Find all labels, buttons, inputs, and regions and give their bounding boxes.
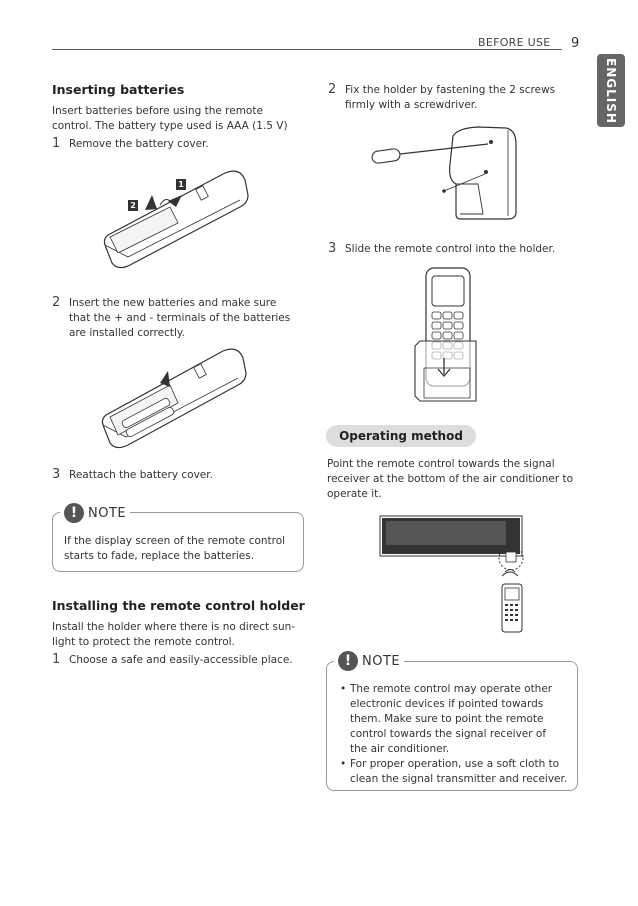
bullet-line: electronic devices if pointed towards <box>350 698 544 710</box>
step-text-line2: firmly with a screwdriver. <box>345 99 478 111</box>
step-number: 1 <box>52 652 61 667</box>
note1-line1: If the display screen of the remote control <box>64 535 286 547</box>
air-conditioner-illustration <box>378 512 528 637</box>
note2-bullet-2 <box>340 757 574 789</box>
step-text: Slide the remote control into the holder. <box>345 243 556 255</box>
language-tab <box>597 54 625 127</box>
step-number: 1 <box>52 136 61 151</box>
bullet-line: For proper operation, use a soft cloth to <box>350 758 560 770</box>
step-text: Choose a safe and easily-accessible place. <box>69 654 293 666</box>
installing-holder-title: Installing the remote control holder <box>52 598 305 613</box>
step-number: 3 <box>52 467 61 482</box>
section-header: BEFORE USE <box>478 36 551 49</box>
bullet-line: The remote control may operate other <box>350 683 553 695</box>
exclamation-icon: ! <box>64 503 84 523</box>
bullet-line: them. Make sure to point the remote <box>350 713 544 725</box>
remote-batteries-illustration <box>98 343 248 455</box>
note2-bullet-1 <box>340 682 574 762</box>
step-text-line1: Fix the holder by fastening the 2 screws <box>345 84 556 96</box>
inserting-step-1 <box>52 137 312 153</box>
holder-screwdriver-illustration <box>368 124 518 224</box>
language-tab-label: ENGLISH <box>604 57 618 124</box>
holder-intro-line1: Install the holder where there is no direct sun- <box>52 621 296 633</box>
inserting-step-2 <box>52 296 312 342</box>
step-number: 2 <box>328 82 337 97</box>
inserting-step-3 <box>52 468 312 484</box>
note-label-text: NOTE <box>88 505 127 521</box>
bullet-line: control towards the signal receiver of <box>350 728 547 740</box>
holder-step-1 <box>52 653 312 669</box>
step-text: Reattach the battery cover. <box>69 469 213 481</box>
step-text-line3: are installed correctly. <box>69 327 185 339</box>
step-number: 2 <box>52 295 61 310</box>
page-number: 9 <box>571 36 580 51</box>
holder-step-2 <box>328 83 578 114</box>
callout-badge-2: 2 <box>128 200 138 211</box>
header-divider <box>52 49 562 50</box>
holder-intro-line2: light to protect the remote control. <box>52 636 235 648</box>
inserting-batteries-title: Inserting batteries <box>52 82 185 97</box>
operating-line3: operate it. <box>327 488 382 500</box>
bullet-line: clean the signal transmitter and receiver. <box>350 773 568 785</box>
bullet-dot: • <box>340 683 347 695</box>
note-label <box>334 651 404 671</box>
exclamation-icon: ! <box>338 651 358 671</box>
remote-in-holder-illustration <box>410 266 480 406</box>
callout-badge-1: 1 <box>176 179 186 190</box>
operating-method-title: Operating method <box>326 425 476 447</box>
inserting-intro-line2: control. The battery type used is AAA (1.5 V) <box>52 120 288 132</box>
note-label <box>60 503 130 523</box>
holder-step-3 <box>328 242 578 258</box>
remote-cover-removal-illustration <box>100 165 250 275</box>
step-text-line2: that the + and - terminals of the batteries <box>69 312 291 324</box>
operating-line1: Point the remote control towards the signal <box>327 458 555 470</box>
note-label-text: NOTE <box>362 653 401 669</box>
step-text: Remove the battery cover. <box>69 138 209 150</box>
step-text-line1: Insert the new batteries and make sure <box>69 297 277 309</box>
bullet-dot: • <box>340 758 347 770</box>
note1-line2: starts to fade, replace the batteries. <box>64 550 255 562</box>
step-number: 3 <box>328 241 337 256</box>
operating-line2: receiver at the bottom of the air conditioner to <box>327 473 574 485</box>
inserting-intro-line1: Insert batteries before using the remote <box>52 105 263 117</box>
bullet-line: the air conditioner. <box>350 743 450 755</box>
